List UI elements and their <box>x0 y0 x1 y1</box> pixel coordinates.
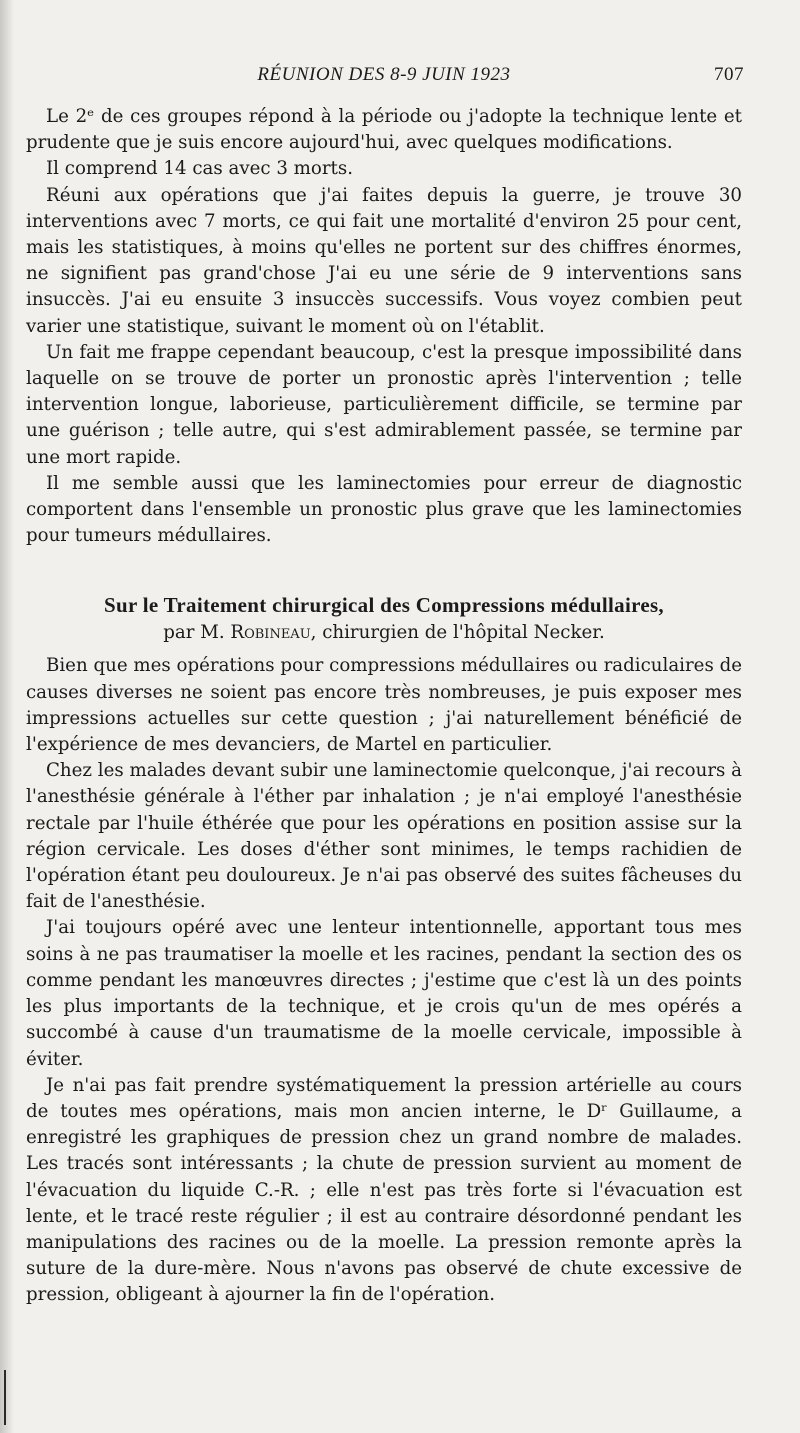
section-gap <box>26 549 742 591</box>
page-binding-shadow <box>0 0 14 1433</box>
journal-page <box>26 62 742 1309</box>
paragraph: Bien que mes opérations pour compressions médullaires ou radiculaires de causes diverses ne soient pas encore très nombreuses, je puis exposer mes impressions actuelles sur cette question ; j'ai naturellement bénéficié de l'expérience de mes devanciers, de Martel en particulier. <box>26 655 742 756</box>
running-head <box>26 62 742 90</box>
paragraph: Réuni aux opérations que j'ai faites depuis la guerre, je trouve 30 interventions avec 7 morts, ce qui fait une mortalité d'environ 25 pour cent, mais les statistiques, à moins qu'elles ne portent sur des chiffres énormes, ne signifient pas grand'chose J'ai eu une série de 9 interventions sans insuccès. J'ai eu ensuite 3 insuccès successifs. Vous voyez combien peut varier une statistique, suivant le moment où on l'établit. <box>26 184 742 337</box>
paragraph: Un fait me frappe cependant beaucoup, c'est la presque impossibilité dans laquelle on se trouve de porter un pronostic après l'intervention ; telle intervention longue, laborieuse, particulièrement difficile, se termine par une guérison ; telle autre, qui s'est admirablement passée, se termine par une mort rapide. <box>26 341 742 468</box>
author-prefix: par M. <box>163 622 225 644</box>
paragraph: J'ai toujours opéré avec une lenteur intentionnelle, apportant tous mes soins à ne pas traumatiser la moelle et les racines, pendant la section des os comme pendant les manœuvres directes ; j'estime que c'est là un des points les plus importants de la technique, et je crois qu'un de mes opérés a succombé à cause d'un traumatisme de la moelle cervicale, impossible à éviter. <box>26 917 742 1070</box>
page-edge-mark <box>4 1370 6 1425</box>
paragraph: Il comprend 14 cas avec 3 morts. <box>46 158 353 180</box>
paragraph: Il me semble aussi que les laminectomies pour erreur de diagnostic comportent dans l'ensemble un pronostic plus grave que les laminectomies pour tumeurs médullaires. <box>26 472 742 547</box>
article-author <box>26 619 742 647</box>
article-title: Sur le Traitement chirurgical des Compressions médullaires, <box>104 593 664 618</box>
author-name: Robineau <box>230 622 311 644</box>
author-affiliation: , chirurgien de l'hôpital Necker. <box>310 622 605 644</box>
article-body <box>26 104 742 1309</box>
paragraph: Le 2ᵉ de ces groupes répond à la période ou j'adopte la technique lente et prudente que je suis encore aujourd'hui, avec quelques modifications. <box>26 106 742 154</box>
running-title: RÉUNION DES 8-9 JUIN 1923 <box>257 64 511 85</box>
page-number: 707 <box>714 64 744 85</box>
paragraph: Je n'ai pas fait prendre systématiquement la pression artérielle au cours de toutes mes opérations, mais mon ancien interne, le Dʳ Guillaume, a enregistré les graphiques de pression chez un grand nombre de malades. Les tracés sont intéressants ; la chute de pression survient au moment de l'évacuation du liquide C.-R. ; elle n'est pas très forte si l'évacuation est lente, et le tracé reste régulier ; il est au contraire désordonné pendant les manipulations des racines ou de la moelle. La pression remonte après la suture de la dure-mère. Nous n'avons pas observé de chute excessive de pression, obligeant à ajourner la fin de l'opération. <box>26 1074 742 1306</box>
paragraph: Chez les malades devant subir une laminectomie quelconque, j'ai recours à l'anesthésie générale à l'éther par inhalation ; je n'ai employé l'anesthésie rectale par l'huile éthérée que pour les opérations en position assise sur la région cervicale. Les doses d'éther sont minimes, le temps rachidien de l'opération étant peu douloureux. Je n'ai pas observé des suites fâcheuses du fait de l'anesthésie. <box>26 760 742 913</box>
